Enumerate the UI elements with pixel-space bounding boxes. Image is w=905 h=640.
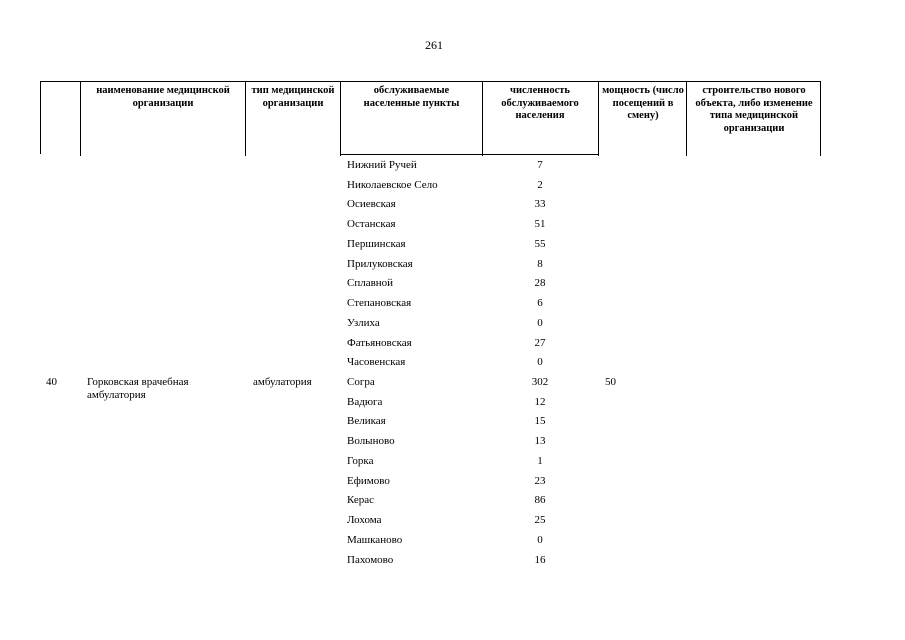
header-divider: [820, 81, 821, 156]
organization-number: 40: [46, 376, 57, 388]
header-bottom-border: [482, 154, 598, 155]
settlement-name: Согра: [347, 376, 375, 388]
header-divider: [598, 81, 599, 156]
population-value: 1: [537, 455, 543, 467]
population-value: 51: [534, 218, 546, 230]
population-value: 28: [534, 277, 546, 289]
settlement-name: Сплавной: [347, 277, 394, 289]
settlement-name: Ефимово: [347, 475, 390, 487]
organization-name: Горковская врачебная амбулатория: [87, 376, 189, 401]
population-value: 25: [534, 514, 546, 526]
settlement-name: Узлиха: [347, 317, 380, 329]
population-value: 15: [534, 415, 546, 427]
settlement-name: Вадюга: [347, 396, 383, 408]
settlement-name: Волыново: [347, 435, 395, 447]
header-divider: [80, 81, 81, 156]
header-divider: [482, 81, 483, 156]
header-col-construction: строительство нового объекта, либо изменение типа медицинской организации: [695, 85, 813, 134]
population-value: 0: [537, 534, 543, 546]
settlement-name: Пахомово: [347, 554, 394, 566]
header-col-org-type: тип медицинской организации: [251, 85, 335, 109]
population-value: 33: [534, 198, 546, 210]
population-value: 2: [537, 179, 543, 191]
settlement-name: Горка: [347, 455, 374, 467]
settlement-name: Фатьяновская: [347, 337, 412, 349]
organization-capacity: 50: [605, 376, 616, 388]
header-col-population: численность обслуживаемого населения: [501, 85, 579, 121]
page-number: 261: [425, 38, 443, 52]
population-value: 23: [534, 475, 546, 487]
settlement-name: Прилуковская: [347, 258, 413, 270]
header-divider: [340, 81, 341, 156]
population-value: 6: [537, 297, 543, 309]
settlement-name: Великая: [347, 415, 386, 427]
settlement-name: Осиевская: [347, 198, 396, 210]
settlement-name: Степановская: [347, 297, 412, 309]
population-value: 12: [534, 396, 546, 408]
settlement-name: Керас: [347, 494, 375, 506]
population-value: 86: [534, 494, 546, 506]
header-bottom-border: [340, 154, 482, 155]
population-value: 0: [537, 317, 543, 329]
settlement-name: Часовенская: [347, 356, 406, 368]
header-col-settlements: обслуживаемые населенные пункты: [363, 85, 460, 109]
population-value: 27: [534, 337, 546, 349]
header-divider: [245, 81, 246, 156]
population-value: 302: [531, 376, 549, 388]
settlement-name: Нижний Ручей: [347, 159, 417, 171]
settlement-name: Першинская: [347, 238, 406, 250]
header-col-org-name: наименование медицинской организации: [96, 85, 230, 109]
header-col-capacity: мощность (число посещений в смену): [602, 85, 684, 121]
settlement-name: Машканово: [347, 534, 403, 546]
population-value: 55: [534, 238, 546, 250]
settlement-name: Николаевское Село: [347, 179, 438, 191]
header-col-number: [40, 82, 80, 154]
settlement-name: Останская: [347, 218, 396, 230]
settlement-name: Лохома: [347, 514, 382, 526]
population-value: 16: [534, 554, 546, 566]
organization-type: амбулатория: [253, 376, 312, 388]
population-value: 7: [537, 159, 543, 171]
population-value: 13: [534, 435, 546, 447]
population-value: 8: [537, 258, 543, 270]
header-divider: [686, 81, 687, 156]
population-value: 0: [537, 356, 543, 368]
